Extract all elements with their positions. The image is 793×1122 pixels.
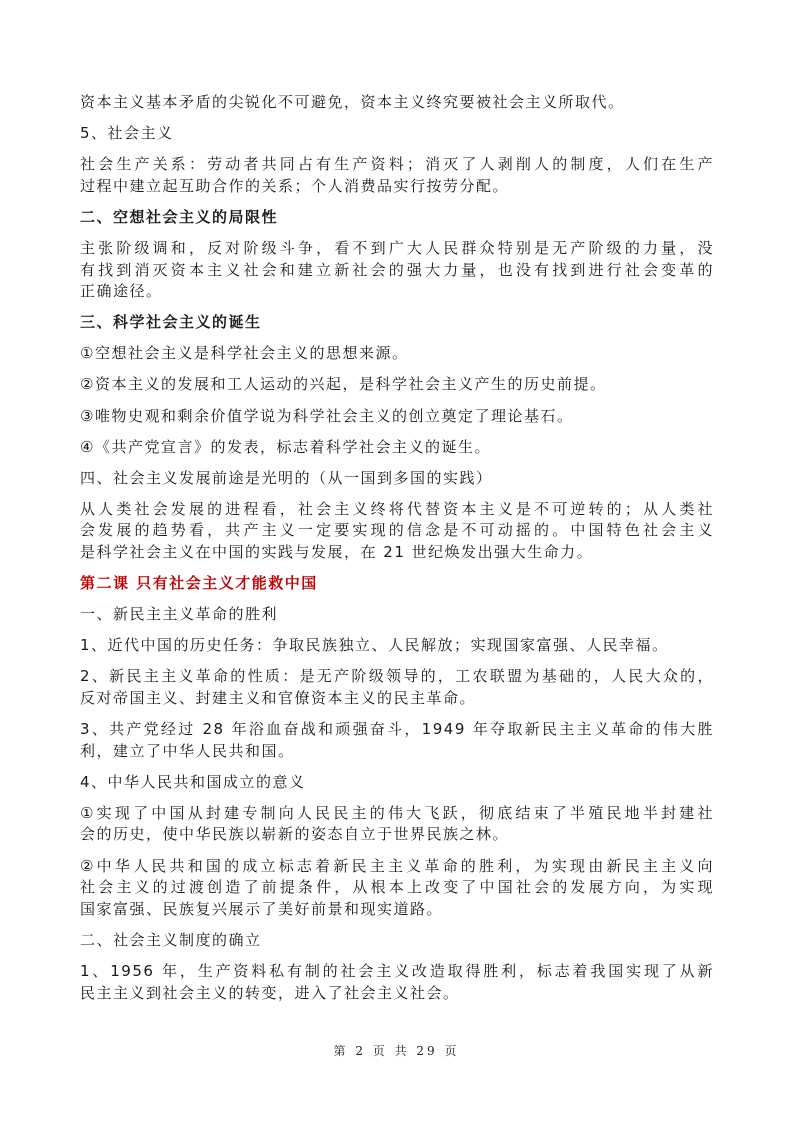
paragraph: [80, 92, 714, 114]
text-line: 一、新民主主义革命的胜利: [80, 605, 279, 624]
text-line: 反对帝国主义、封建主义和官僚资本主义的民主革命。: [80, 688, 477, 707]
text-line: 三、科学社会主义的诞生: [80, 313, 262, 332]
text-line: 四、社会主义发展前途是光明的（从一国到多国的实践）: [80, 468, 493, 487]
text-line: 过程中建立起互助合作的关系；个人消费品实行按劳分配。: [80, 176, 510, 195]
text-line: 资本主义基本矛盾的尖锐化不可避免，资本主义终究要被社会主义所取代。: [80, 93, 625, 111]
paragraph: [80, 803, 714, 846]
text-line: 5、社会主义: [80, 124, 174, 143]
paragraph: [80, 666, 714, 709]
text-line: 1、近代中国的历史任务：争取民族独立、人民解放；实现国家富强、人民幸福。: [80, 636, 669, 655]
text-line: 国家富强、民族复兴展示了美好前景和现实道路。: [80, 899, 444, 918]
text-line: 正确途径。: [80, 282, 163, 301]
paragraph: [80, 343, 714, 365]
text-line: 会发展的趋势看，共产主义一定要实现的信念是不可动摇的。中国特色社会主义: [80, 521, 714, 540]
text-line: 第二课 只有社会主义才能救中国: [80, 574, 318, 593]
paragraph: [80, 961, 714, 1004]
text-line: 有找到消灭资本主义社会和建立新社会的强大力量，也没有找到进行社会变革的: [80, 260, 714, 279]
text-line: 4、中华人民共和国成立的意义: [80, 772, 306, 791]
text-line: 社会主义的过渡创造了前提条件，从根本上改变了中国社会的发展方向，为实现: [80, 878, 714, 897]
text-line: 1、1956 年，生产资料私有制的社会主义改造取得胜利，标志着我国实现了从新: [80, 961, 714, 980]
text-line: 从人类社会发展的进程看，社会主义终将代替资本主义是不可逆转的；从人类社: [80, 499, 714, 518]
text-line: ②资本主义的发展和工人运动的兴起，是科学社会主义产生的历史前提。: [80, 375, 607, 394]
section-heading: [80, 207, 714, 229]
text-line: 二、空想社会主义的局限性: [80, 207, 279, 226]
text-line: 利，建立了中华人民共和国。: [80, 741, 295, 760]
text-line: 二、社会主义制度的确立: [80, 930, 262, 949]
text-line: ①空想社会主义是科学社会主义的思想来源。: [80, 344, 409, 363]
text-line: ④《共产党宣言》的发表，标志着科学社会主义的诞生。: [80, 437, 491, 456]
text-line: 3、共产党经过 28 年浴血奋战和顽强奋斗，1949 年夺取新民主主义革命的伟大胜: [80, 720, 714, 739]
text-line: ①实现了中国从封建专制向人民民主的伟大飞跃，彻底结束了半殖民地半封建社: [80, 803, 714, 822]
text-line: 社会生产关系：劳动者共同占有生产资料；消灭了人剥削人的制度，人们在生产: [80, 155, 714, 174]
paragraph: [80, 154, 714, 197]
paragraph: [80, 374, 714, 396]
paragraph: [80, 468, 714, 490]
paragraph: [80, 930, 714, 952]
paragraph: [80, 635, 714, 657]
paragraph: [80, 499, 714, 564]
lesson-heading: [80, 573, 714, 595]
text-line: ③唯物史观和剩余价值学说为科学社会主义的创立奠定了理论基石。: [80, 406, 574, 425]
paragraph: [80, 604, 714, 626]
paragraph: [80, 719, 714, 762]
text-line: 民主主义到社会主义的转变，进入了社会主义社会。: [80, 983, 460, 1002]
document-body: [80, 92, 714, 1014]
paragraph: [80, 123, 714, 145]
text-line: 会的历史，使中华民族以崭新的姿态自立于世界民族之林。: [80, 825, 510, 844]
text-line: 主张阶级调和，反对阶级斗争，看不到广大人民群众特别是无产阶级的力量，没: [80, 238, 714, 257]
paragraph: [80, 238, 714, 303]
page-number-footer: 第 2 页 共 29 页: [333, 1044, 460, 1058]
paragraph: [80, 856, 714, 921]
paragraph: [80, 406, 714, 428]
paragraph: [80, 437, 714, 459]
section-heading: [80, 312, 714, 334]
text-line: 是科学社会主义在中国的实践与发展，在 21 世纪焕发出强大生命力。: [80, 543, 594, 561]
text-line: 2、新民主主义革命的性质：是无产阶级领导的，工农联盟为基础的，人民大众的，: [80, 667, 714, 686]
text-line: ②中华人民共和国的成立标志着新民主主义革命的胜利，为实现由新民主主义向: [80, 856, 714, 875]
paragraph: [80, 772, 714, 794]
